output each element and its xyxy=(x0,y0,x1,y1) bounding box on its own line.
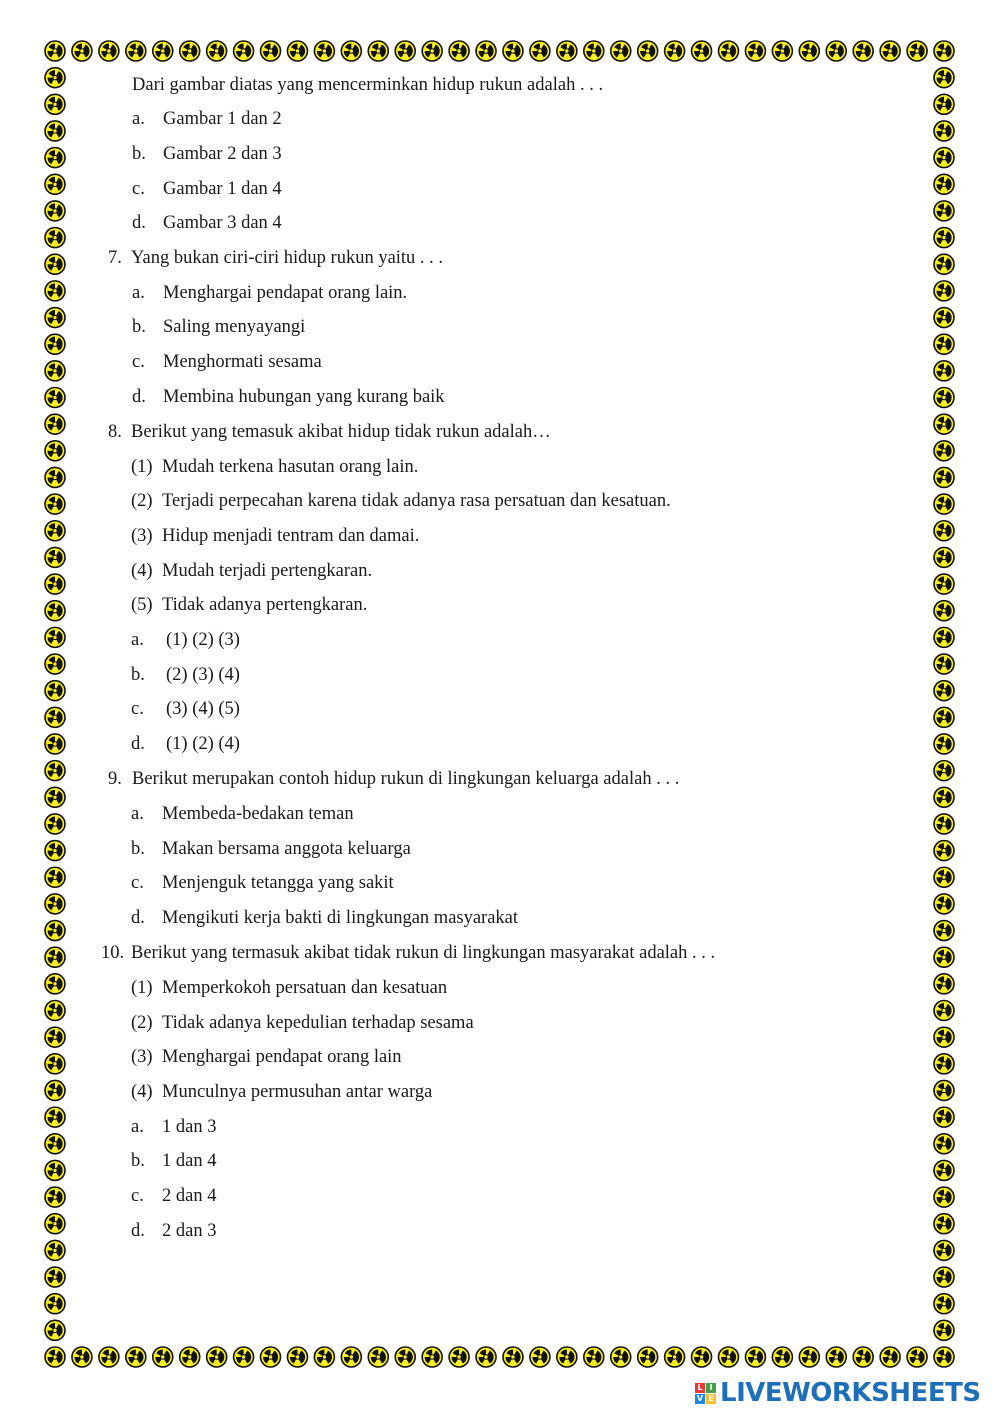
logo-brand-text: LIVEWORKSHEETS xyxy=(720,1378,981,1408)
option-text: Gambar 1 dan 4 xyxy=(163,179,282,199)
radiation-icon xyxy=(153,1347,173,1367)
radiation-icon xyxy=(880,41,900,61)
intro-stem: Dari gambar diatas yang mencerminkan hidup rukun adalah . . . xyxy=(132,75,604,95)
option-label: d. xyxy=(131,734,145,754)
radiation-icon xyxy=(45,627,65,647)
option-text: Gambar 2 dan 3 xyxy=(163,144,282,164)
option-label: b. xyxy=(131,665,145,685)
radiation-icon xyxy=(45,921,65,941)
radiation-icon xyxy=(665,41,685,61)
question-stem: Yang bukan ciri-ciri hidup rukun yaitu . . . xyxy=(131,248,444,268)
radiation-icon xyxy=(934,1001,954,1021)
option-text: Menghargai pendapat orang lain. xyxy=(163,283,408,303)
radiation-icon xyxy=(934,1320,954,1340)
radiation-icon xyxy=(934,387,954,407)
option-label: b. xyxy=(132,144,146,164)
radiation-icon xyxy=(934,1027,954,1047)
statement-label: (4) xyxy=(131,1082,153,1102)
option-text: Makan bersama anggota keluarga xyxy=(162,839,411,859)
radiation-icon xyxy=(45,734,65,754)
radiation-icon xyxy=(45,841,65,861)
option-text: Gambar 3 dan 4 xyxy=(163,213,282,233)
option-label: b. xyxy=(131,839,145,859)
radiation-icon xyxy=(611,41,631,61)
radiation-icon xyxy=(907,1347,927,1367)
radiation-icon xyxy=(45,1080,65,1100)
radiation-icon xyxy=(934,761,954,781)
radiation-icon xyxy=(45,1187,65,1207)
radiation-icon xyxy=(934,1134,954,1154)
option-text: (1) (2) (4) xyxy=(166,734,240,754)
radiation-icon xyxy=(934,201,954,221)
radiation-icon xyxy=(934,308,954,328)
radiation-icon xyxy=(72,1347,92,1367)
radiation-icon xyxy=(261,41,281,61)
radiation-icon xyxy=(853,1347,873,1367)
logo-badge-letter: E xyxy=(706,1394,716,1404)
radiation-icon xyxy=(934,574,954,594)
radiation-icon xyxy=(395,41,415,61)
radiation-icon xyxy=(826,41,846,61)
radiation-icon xyxy=(314,41,334,61)
radiation-icon xyxy=(934,68,954,88)
radiation-icon xyxy=(557,41,577,61)
statement-text: Menghargai pendapat orang lain xyxy=(162,1047,402,1067)
radiation-icon xyxy=(287,41,307,61)
radiation-icon xyxy=(826,1347,846,1367)
radiation-icon xyxy=(934,654,954,674)
radiation-icon xyxy=(45,387,65,407)
radiation-icon xyxy=(45,1160,65,1180)
radiation-icon xyxy=(45,414,65,434)
radiation-icon xyxy=(45,707,65,727)
radiation-icon xyxy=(45,761,65,781)
option-label: c. xyxy=(131,873,144,893)
radiation-icon xyxy=(934,1187,954,1207)
radiation-icon xyxy=(934,254,954,274)
radiation-icon xyxy=(45,1001,65,1021)
radiation-icon xyxy=(45,547,65,567)
radiation-icon xyxy=(449,1347,469,1367)
radiation-icon xyxy=(45,1320,65,1340)
radiation-icon xyxy=(907,41,927,61)
radiation-icon xyxy=(934,841,954,861)
radiation-icon xyxy=(799,1347,819,1367)
radiation-icon xyxy=(934,334,954,354)
radiation-icon xyxy=(934,1347,954,1367)
radiation-icon xyxy=(934,894,954,914)
radiation-icon xyxy=(45,521,65,541)
radiation-icon xyxy=(449,41,469,61)
radiation-icon xyxy=(45,174,65,194)
radiation-icon xyxy=(45,467,65,487)
radiation-icon xyxy=(530,41,550,61)
radiation-icon xyxy=(45,68,65,88)
radiation-icon xyxy=(934,174,954,194)
statement-label: (1) xyxy=(131,978,153,998)
option-label: d. xyxy=(131,908,145,928)
radiation-icon xyxy=(45,228,65,248)
radiation-icon xyxy=(934,361,954,381)
radiation-icon xyxy=(45,947,65,967)
statement-text: Mudah terkena hasutan orang lain. xyxy=(162,457,419,477)
option-text: 2 dan 4 xyxy=(162,1186,217,1206)
radiation-icon xyxy=(99,41,119,61)
question-number: 7. xyxy=(108,248,122,268)
radiation-icon xyxy=(126,1347,146,1367)
radiation-icon xyxy=(45,867,65,887)
logo-badge-letter: L xyxy=(695,1383,705,1393)
radiation-icon xyxy=(153,41,173,61)
option-text: (1) (2) (3) xyxy=(166,630,240,650)
radiation-icon xyxy=(207,41,227,61)
radiation-icon xyxy=(45,1054,65,1074)
radiation-icon xyxy=(638,1347,658,1367)
option-label: c. xyxy=(131,1186,144,1206)
radiation-icon xyxy=(665,1347,685,1367)
radiation-icon xyxy=(934,41,954,61)
question-number: 9. xyxy=(108,769,122,789)
radiation-icon xyxy=(934,601,954,621)
radiation-icon xyxy=(45,1240,65,1260)
radiation-icon xyxy=(745,1347,765,1367)
option-label: c. xyxy=(132,179,145,199)
radiation-icon xyxy=(934,1214,954,1234)
radiation-icon xyxy=(45,601,65,621)
radiation-icon xyxy=(934,1107,954,1127)
radiation-icon xyxy=(180,41,200,61)
radiation-icon xyxy=(934,1294,954,1314)
radiation-icon xyxy=(745,41,765,61)
radiation-icon xyxy=(934,148,954,168)
option-label: d. xyxy=(131,1221,145,1241)
radiation-icon xyxy=(934,681,954,701)
option-label: c. xyxy=(132,352,145,372)
option-text: 2 dan 3 xyxy=(162,1221,217,1241)
statement-text: Tidak adanya pertengkaran. xyxy=(162,595,368,615)
radiation-icon xyxy=(45,1214,65,1234)
radiation-icon xyxy=(287,1347,307,1367)
radiation-icon xyxy=(45,1134,65,1154)
statement-label: (5) xyxy=(131,595,153,615)
radiation-icon xyxy=(772,1347,792,1367)
radiation-icon xyxy=(718,41,738,61)
option-label: a. xyxy=(132,109,145,129)
radiation-icon xyxy=(503,41,523,61)
radiation-icon xyxy=(880,1347,900,1367)
radiation-icon xyxy=(368,41,388,61)
radiation-icon xyxy=(45,201,65,221)
radiation-icon xyxy=(934,494,954,514)
radiation-icon xyxy=(261,1347,281,1367)
radiation-icon xyxy=(45,1347,65,1367)
radiation-icon xyxy=(180,1347,200,1367)
question-stem: Berikut yang termasuk akibat tidak rukun di lingkungan masyarakat adalah . . . xyxy=(131,943,716,963)
radiation-icon xyxy=(234,1347,254,1367)
radiation-icon xyxy=(395,1347,415,1367)
radiation-icon xyxy=(45,308,65,328)
radiation-icon xyxy=(45,1107,65,1127)
statement-label: (3) xyxy=(131,526,153,546)
option-text: 1 dan 4 xyxy=(162,1151,217,1171)
option-label: c. xyxy=(131,699,144,719)
option-label: b. xyxy=(131,1151,145,1171)
radiation-icon xyxy=(934,521,954,541)
radiation-icon xyxy=(422,41,442,61)
radiation-icon xyxy=(45,361,65,381)
option-text: 1 dan 3 xyxy=(162,1117,217,1137)
radiation-icon xyxy=(45,441,65,461)
radiation-icon xyxy=(772,41,792,61)
option-text: Menghormati sesama xyxy=(163,352,322,372)
radiation-icon xyxy=(45,681,65,701)
radiation-icon xyxy=(530,1347,550,1367)
radiation-icon xyxy=(934,1160,954,1180)
radiation-icon xyxy=(934,1240,954,1260)
radiation-icon xyxy=(45,974,65,994)
radiation-icon xyxy=(45,814,65,834)
option-label: a. xyxy=(131,630,144,650)
logo-badge-letter: V xyxy=(696,1393,704,1403)
radiation-icon xyxy=(638,41,658,61)
option-text: Mengikuti kerja bakti di lingkungan masyarakat xyxy=(162,908,519,928)
radiation-icon xyxy=(584,1347,604,1367)
radiation-icon xyxy=(934,1054,954,1074)
radiation-icon xyxy=(934,867,954,887)
radiation-icon xyxy=(934,94,954,114)
radiation-icon xyxy=(45,148,65,168)
radiation-icon xyxy=(45,654,65,674)
radiation-icon xyxy=(799,41,819,61)
logo-badge-icon xyxy=(695,1383,716,1404)
radiation-icon xyxy=(45,41,65,61)
option-label: a. xyxy=(131,1117,144,1137)
radiation-icon xyxy=(126,41,146,61)
radiation-icon xyxy=(934,974,954,994)
radiation-icon xyxy=(934,1267,954,1287)
statement-label: (3) xyxy=(131,1047,153,1067)
radiation-icon xyxy=(45,94,65,114)
radiation-icon xyxy=(45,1267,65,1287)
radiation-icon xyxy=(934,921,954,941)
radiation-icon xyxy=(45,574,65,594)
statement-text: Tidak adanya kepedulian terhadap sesama xyxy=(162,1013,474,1033)
radiation-icon xyxy=(45,281,65,301)
radiation-icon xyxy=(853,41,873,61)
radiation-icon xyxy=(45,494,65,514)
option-label: d. xyxy=(132,387,146,407)
radiation-icon xyxy=(692,41,712,61)
radiation-icon xyxy=(934,734,954,754)
option-text: Membeda-bedakan teman xyxy=(162,804,354,824)
radiation-icon xyxy=(234,41,254,61)
radiation-icon xyxy=(934,947,954,967)
radiation-icon xyxy=(934,281,954,301)
radiation-icon xyxy=(207,1347,227,1367)
radiation-icon xyxy=(45,334,65,354)
radiation-icon xyxy=(557,1347,577,1367)
statement-text: Hidup menjadi tentram dan damai. xyxy=(162,526,420,546)
radiation-icon xyxy=(934,814,954,834)
radiation-icon xyxy=(476,41,496,61)
statement-text: Mudah terjadi pertengkaran. xyxy=(162,561,373,581)
radiation-icon xyxy=(476,1347,496,1367)
radiation-icon xyxy=(341,1347,361,1367)
liveworksheets-logo xyxy=(695,1378,981,1408)
radiation-icon xyxy=(934,467,954,487)
radiation-icon xyxy=(934,787,954,807)
radiation-icon xyxy=(611,1347,631,1367)
question-stem: Berikut merupakan contoh hidup rukun di lingkungan keluarga adalah . . . xyxy=(132,769,680,789)
radiation-icon xyxy=(934,121,954,141)
option-text: (3) (4) (5) xyxy=(166,699,240,719)
statement-text: Memperkokoh persatuan dan kesatuan xyxy=(162,978,448,998)
logo-badge-letter: I xyxy=(706,1383,716,1393)
statement-label: (2) xyxy=(131,1013,153,1033)
radiation-icon xyxy=(503,1347,523,1367)
option-text: Membina hubungan yang kurang baik xyxy=(163,387,445,407)
radiation-icon xyxy=(99,1347,119,1367)
option-label: d. xyxy=(132,213,146,233)
option-text: (2) (3) (4) xyxy=(166,665,240,685)
option-text: Saling menyayangi xyxy=(163,317,306,337)
statement-text: Terjadi perpecahan karena tidak adanya rasa persatuan dan kesatuan. xyxy=(162,491,671,511)
option-text: Menjenguk tetangga yang sakit xyxy=(162,873,394,893)
question-number: 10. xyxy=(101,943,125,963)
option-label: a. xyxy=(132,283,145,303)
radiation-icon xyxy=(692,1347,712,1367)
radiation-icon xyxy=(45,1027,65,1047)
radiation-icon xyxy=(934,707,954,727)
option-label: a. xyxy=(131,804,144,824)
radiation-icon xyxy=(934,1080,954,1100)
radiation-icon xyxy=(934,228,954,248)
radiation-icon xyxy=(341,41,361,61)
statement-label: (2) xyxy=(131,491,153,511)
radiation-icon xyxy=(45,894,65,914)
radiation-icon xyxy=(422,1347,442,1367)
radiation-icon xyxy=(934,441,954,461)
radiation-icon xyxy=(934,414,954,434)
radiation-icon xyxy=(72,41,92,61)
statement-label: (4) xyxy=(131,561,153,581)
option-text: Gambar 1 dan 2 xyxy=(163,109,282,129)
radiation-icon xyxy=(934,627,954,647)
radiation-icon xyxy=(45,1294,65,1314)
radiation-icon xyxy=(314,1347,334,1367)
statement-text: Munculnya permusuhan antar warga xyxy=(162,1082,433,1102)
radiation-icon xyxy=(718,1347,738,1367)
option-label: b. xyxy=(132,317,146,337)
statement-label: (1) xyxy=(131,457,153,477)
radiation-icon xyxy=(934,547,954,567)
radiation-icon xyxy=(584,41,604,61)
radiation-icon xyxy=(45,121,65,141)
radiation-icon xyxy=(45,787,65,807)
radiation-icon xyxy=(45,254,65,274)
radiation-icon xyxy=(368,1347,388,1367)
question-stem: Berikut yang temasuk akibat hidup tidak rukun adalah… xyxy=(131,422,551,442)
question-number: 8. xyxy=(108,422,122,442)
